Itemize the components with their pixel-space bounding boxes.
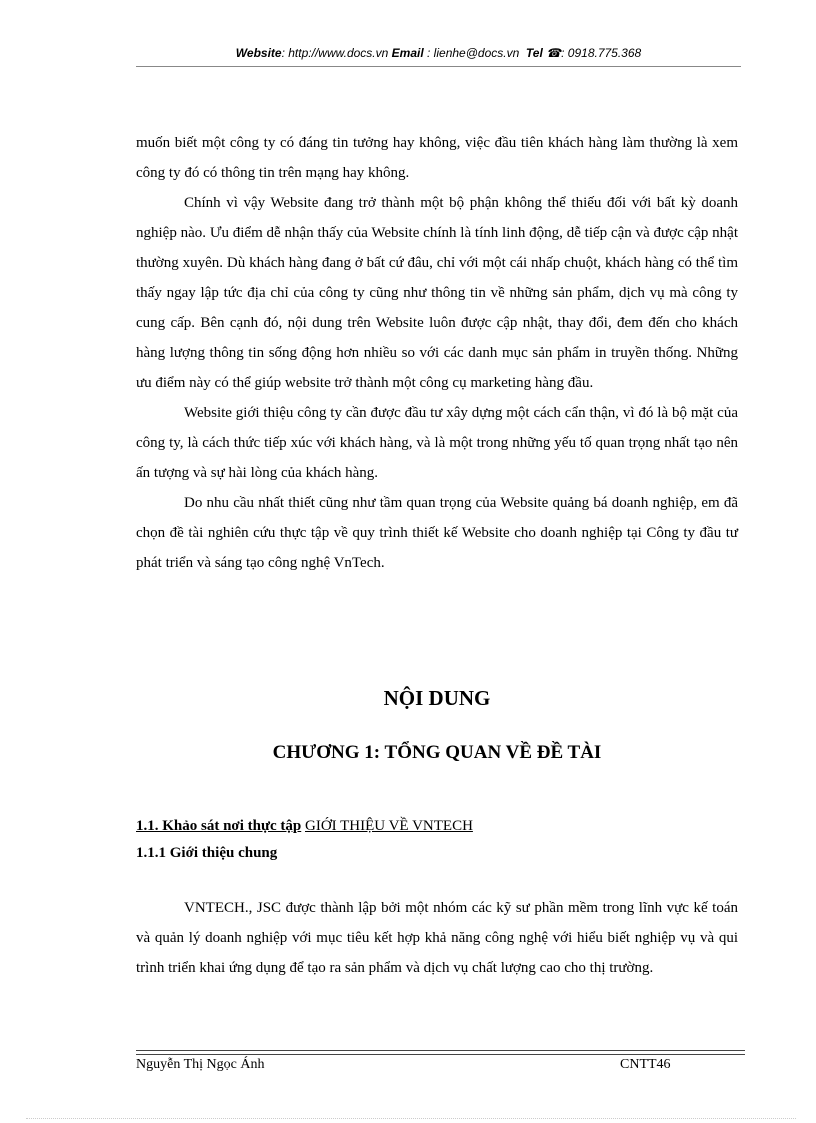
email-label: Email: [391, 46, 424, 60]
page-header: [136, 46, 741, 60]
header-divider: [136, 66, 741, 67]
paragraph-2: Chính vì vậy Website đang trở thành một bộ phận không thể thiếu đối với bất kỳ doanh nghiệp nào. Ưu điểm dễ nhận thấy của Website chính là tính linh động, dễ tiếp cận và được cập nhật thường xuyên. Dù khách hàng đang ở bất cứ đâu, chỉ với một cái nhấp chuột, khách hàng có thể tìm thấy ngay lập tức địa chỉ của công ty cũng như thông tin về những sản phẩm, dịch vụ mà công ty cung cấp. Bên cạnh đó, nội dung trên Website luôn được cập nhật, thay đổi, đem đến cho khách hàng lượng thông tin sống động hơn nhiều so với các danh mục sản phẩm in truyền thống. Những ưu điểm này có thể giúp website trở thành một công cụ marketing hàng đầu.: [136, 195, 738, 391]
section-text: [136, 878, 738, 998]
website-label: Website: [235, 46, 282, 60]
main-heading: NỘI DUNG: [383, 686, 491, 710]
website-value: : http://www.docs.vn: [281, 46, 389, 60]
footer-class-code: CNTT46: [620, 1057, 671, 1072]
page-edge: [26, 1118, 796, 1119]
footer-author: Nguyễn Thị Ngọc Ánh: [136, 1057, 265, 1072]
chapter-heading: CHƯƠNG 1: TỔNG QUAN VỀ ĐỀ TÀI: [272, 742, 602, 763]
email-value: : lienhe@docs.vn: [427, 46, 520, 60]
section-heading: [136, 818, 738, 835]
section-paragraph-1: VNTECH., JSC được thành lập bởi một nhóm các kỹ sư phần mềm trong lĩnh vực kế toán và quản lý doanh nghiệp với mục tiêu kết hợp khả năng công nghệ với hiểu biết nghiệp vụ và qui trình triển khai ứng dụng để tạo ra sản phẩm và dịch vụ chất lượng cao cho thị trường.: [136, 900, 738, 976]
subsection-heading: 1.1.1 Giới thiệu chung: [136, 845, 278, 861]
section-title: 1.1. Khảo sát nơi thực tập: [136, 818, 302, 834]
paragraph-1: muốn biết một công ty có đáng tin tưởng hay không, việc đầu tiên khách hàng làm thường là xem công ty đó có thông tin trên mạng hay không.: [136, 135, 738, 181]
footer-divider: [136, 1050, 745, 1055]
phone-icon: ☎: [546, 46, 562, 60]
paragraph-4: Do nhu cầu nhất thiết cũng như tầm quan trọng của Website quảng bá doanh nghiệp, em đã chọn đề tài nghiên cứu thực tập về quy trình thiết kế Website cho doanh nghiệp tại Công ty đầu tư phát triển và sáng tạo công nghệ VnTech.: [136, 495, 738, 571]
tel-value: : 0918.775.368: [561, 46, 642, 60]
intro-text: [136, 128, 738, 578]
tel-label: Tel: [525, 46, 543, 60]
section-subtitle: GIỚI THIỆU VỀ VNTECH: [305, 818, 473, 834]
paragraph-3: Website giới thiệu công ty cần được đầu tư xây dựng một cách cẩn thận, vì đó là bộ mặt của công ty, là cách thức tiếp xúc với khách hàng, và là một trong những yếu tố quan trọng nhất tạo nên ấn tượng và sự hài lòng của khách hàng.: [136, 405, 738, 481]
